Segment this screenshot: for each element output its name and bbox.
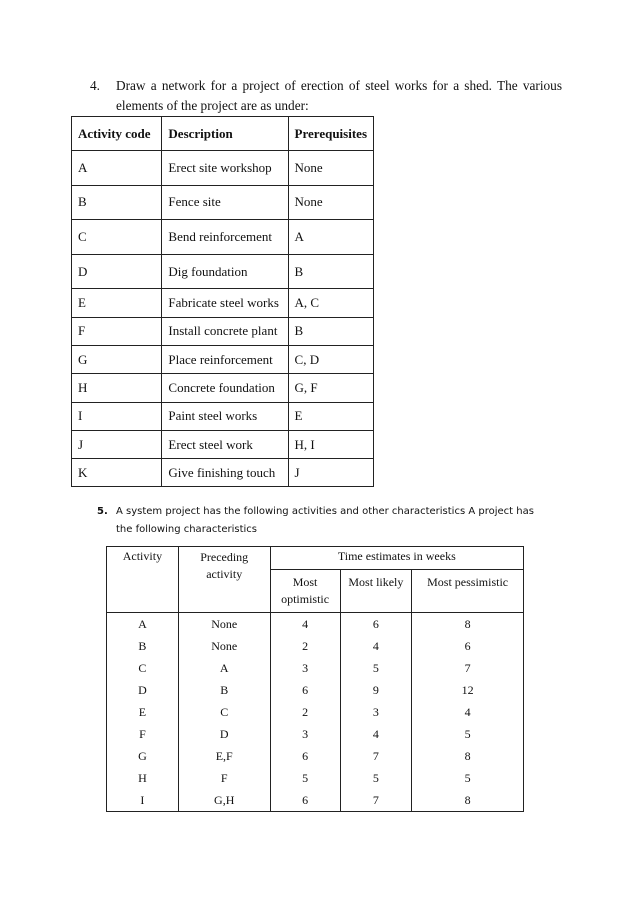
cell-most-optimistic: 4	[270, 613, 340, 636]
cell-preceding: D	[178, 723, 270, 745]
cell-activity: C	[107, 657, 179, 679]
question-4	[90, 76, 562, 116]
cell-most-pessimistic: 8	[412, 789, 524, 812]
cell-preceding: G,H	[178, 789, 270, 812]
cell-most-likely: 5	[340, 657, 412, 679]
cell-most-likely: 9	[340, 679, 412, 701]
cell-description: Bend reinforcement	[162, 220, 288, 255]
table-row	[72, 345, 374, 373]
header-most-likely: Most likely	[340, 570, 412, 613]
cell-prerequisites: None	[288, 151, 373, 186]
question-number: 4.	[90, 78, 100, 93]
table-row	[72, 402, 374, 430]
table-header-row	[107, 547, 524, 570]
cell-description: Place reinforcement	[162, 345, 288, 373]
cell-most-optimistic: 3	[270, 723, 340, 745]
cell-activity-code: D	[72, 254, 162, 289]
cell-most-optimistic: 3	[270, 657, 340, 679]
cell-most-likely: 7	[340, 745, 412, 767]
cell-description: Erect site workshop	[162, 151, 288, 186]
table-row	[107, 613, 524, 636]
cell-description: Erect steel work	[162, 430, 288, 458]
cell-prerequisites: E	[288, 402, 373, 430]
cell-activity-code: K	[72, 459, 162, 487]
cell-activity-code: I	[72, 402, 162, 430]
cell-most-optimistic: 2	[270, 635, 340, 657]
cell-preceding: None	[178, 613, 270, 636]
question-text: A system project has the following activities and other characteristics A project has the following characteristics	[116, 506, 534, 535]
cell-most-likely: 3	[340, 701, 412, 723]
table-row	[72, 374, 374, 402]
table-row	[72, 289, 374, 317]
cell-activity-code: A	[72, 151, 162, 186]
table-row	[107, 657, 524, 679]
cell-activity: H	[107, 767, 179, 789]
cell-description: Install concrete plant	[162, 317, 288, 345]
cell-activity-code: E	[72, 289, 162, 317]
cell-most-likely: 4	[340, 635, 412, 657]
cell-prerequisites: H, I	[288, 430, 373, 458]
cell-preceding: E,F	[178, 745, 270, 767]
cell-prerequisites: C, D	[288, 345, 373, 373]
table-row	[72, 317, 374, 345]
cell-most-optimistic: 6	[270, 679, 340, 701]
header-activity-code: Activity code	[72, 117, 162, 151]
cell-activity-code: J	[72, 430, 162, 458]
cell-preceding: B	[178, 679, 270, 701]
cell-most-pessimistic: 12	[412, 679, 524, 701]
cell-preceding: A	[178, 657, 270, 679]
table-row	[72, 185, 374, 220]
cell-description: Fabricate steel works	[162, 289, 288, 317]
table-row	[107, 745, 524, 767]
cell-most-optimistic: 6	[270, 789, 340, 812]
header-preceding	[178, 547, 270, 613]
cell-prerequisites: A	[288, 220, 373, 255]
cell-most-pessimistic: 7	[412, 657, 524, 679]
cell-most-optimistic: 5	[270, 767, 340, 789]
cell-prerequisites: B	[288, 254, 373, 289]
cell-most-pessimistic: 5	[412, 767, 524, 789]
table-row	[72, 151, 374, 186]
cell-most-pessimistic: 4	[412, 701, 524, 723]
cell-most-pessimistic: 8	[412, 613, 524, 636]
header-time-estimates: Time estimates in weeks	[270, 547, 523, 570]
question-number: 5.	[97, 506, 108, 517]
cell-most-optimistic: 6	[270, 745, 340, 767]
table-row	[107, 635, 524, 657]
cell-activity: F	[107, 723, 179, 745]
cell-activity-code: C	[72, 220, 162, 255]
table-row	[72, 220, 374, 255]
table-row	[107, 789, 524, 812]
cell-activity: B	[107, 635, 179, 657]
cell-activity: A	[107, 613, 179, 636]
cell-prerequisites: A, C	[288, 289, 373, 317]
table-row	[72, 459, 374, 487]
table-row	[107, 701, 524, 723]
cell-activity: G	[107, 745, 179, 767]
cell-most-pessimistic: 5	[412, 723, 524, 745]
time-estimates-table	[106, 546, 524, 812]
cell-activity-code: B	[72, 185, 162, 220]
cell-activity: D	[107, 679, 179, 701]
header-most-optimistic	[270, 570, 340, 613]
header-preceding-text: Preceding activity	[200, 550, 249, 581]
cell-most-likely: 5	[340, 767, 412, 789]
table-header-row	[72, 117, 374, 151]
cell-activity-code: F	[72, 317, 162, 345]
cell-most-likely: 6	[340, 613, 412, 636]
cell-most-pessimistic: 6	[412, 635, 524, 657]
cell-most-likely: 7	[340, 789, 412, 812]
header-most-pessimistic: Most pessimistic	[412, 570, 524, 613]
header-activity: Activity	[107, 547, 179, 613]
cell-description: Paint steel works	[162, 402, 288, 430]
table-row	[72, 430, 374, 458]
cell-most-pessimistic: 8	[412, 745, 524, 767]
cell-prerequisites: G, F	[288, 374, 373, 402]
question-5	[97, 503, 547, 539]
header-prerequisites: Prerequisites	[288, 117, 373, 151]
cell-preceding: C	[178, 701, 270, 723]
cell-preceding: None	[178, 635, 270, 657]
cell-preceding: F	[178, 767, 270, 789]
activity-table	[71, 116, 374, 487]
table-row	[107, 767, 524, 789]
cell-description: Dig foundation	[162, 254, 288, 289]
cell-activity-code: H	[72, 374, 162, 402]
cell-prerequisites: B	[288, 317, 373, 345]
cell-description: Concrete foundation	[162, 374, 288, 402]
cell-most-likely: 4	[340, 723, 412, 745]
header-most-optimistic-text: Most optimistic	[281, 575, 330, 606]
cell-description: Fence site	[162, 185, 288, 220]
cell-prerequisites: J	[288, 459, 373, 487]
table-row	[107, 679, 524, 701]
cell-activity: I	[107, 789, 179, 812]
cell-description: Give finishing touch	[162, 459, 288, 487]
question-text: Draw a network for a project of erection of steel works for a shed. The various elements of the project are as under:	[116, 78, 562, 113]
cell-activity-code: G	[72, 345, 162, 373]
cell-most-optimistic: 2	[270, 701, 340, 723]
table-row	[72, 254, 374, 289]
cell-activity: E	[107, 701, 179, 723]
header-description: Description	[162, 117, 288, 151]
cell-prerequisites: None	[288, 185, 373, 220]
table-row	[107, 723, 524, 745]
